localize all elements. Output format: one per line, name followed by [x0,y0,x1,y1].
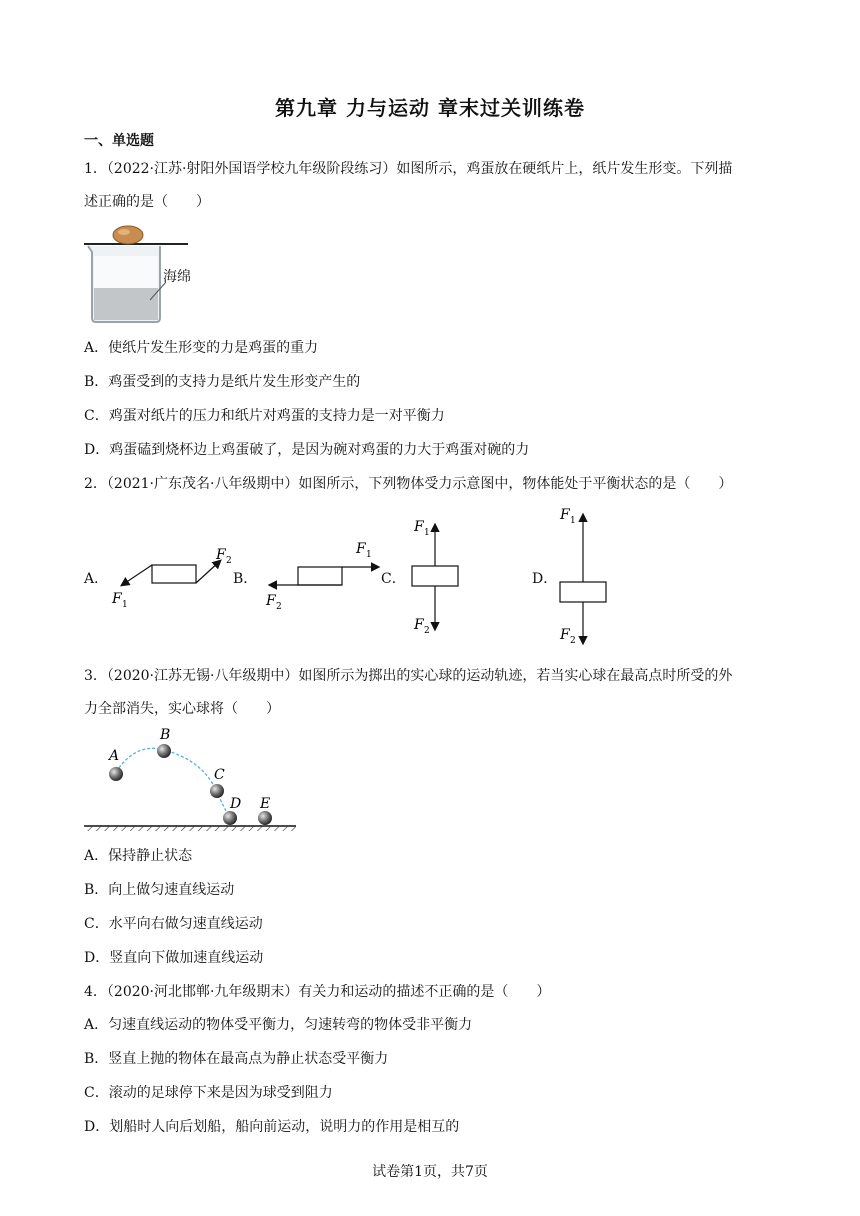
q3-point-a: A [109,748,120,764]
q1-option-c: C．鸡蛋对纸片的压力和纸片对鸡蛋的支持力是一对平衡力 [84,408,445,424]
q3-point-c: C [214,767,225,783]
svg-text:F: F [560,627,570,643]
svg-text:F: F [266,593,276,609]
q2-stem-line1: 2．（2021·广东茂名·八年级期中）如图所示，下列物体受力示意图中，物体能处于平衡状态的是（ ） [84,476,733,492]
q4-option-c: C．滚动的足球停下来是因为球受到阻力 [84,1085,333,1101]
q3-point-e: E [260,796,271,812]
svg-text:F: F [414,617,424,633]
svg-text:2: 2 [276,602,282,612]
q2-option-c-label: C． [381,571,406,587]
q1-option-b: B．鸡蛋受到的支持力是纸片发生形变产生的 [84,374,361,390]
q1-stem-line1: 1．（2022·江苏·射阳外国语学校九年级阶段练习）如图所示，鸡蛋放在硬纸片上，纸片发生形变。下列描 [84,161,733,177]
svg-text:F: F [560,507,570,523]
q3-trajectory-figure [84,724,300,832]
q1-figure-label: 海绵 [163,269,191,285]
q1-stem-line2: 述正确的是（ ） [84,194,210,210]
svg-text:1: 1 [570,516,576,526]
q4-option-b: B．竖直上抛的物体在最高点为静止状态受平衡力 [84,1051,389,1067]
q3-point-d: D [230,796,242,812]
page-footer: 试卷第1页，共7页 [372,1164,488,1180]
q4-stem-line1: 4．（2020·河北邯郸·九年级期末）有关力和运动的描述不正确的是（ ） [84,984,551,1000]
q4-option-d: D．划船时人向后划船，船向前运动，说明力的作用是相互的 [84,1119,460,1135]
q3-option-a: A．保持静止状态 [84,848,193,864]
q2-diagram-b [265,541,378,612]
svg-text:1: 1 [122,600,128,610]
q2-option-d-label: D． [532,571,558,587]
svg-text:2: 2 [424,626,430,636]
q3-option-b: B．向上做匀速直线运动 [84,882,235,898]
svg-text:2: 2 [226,556,232,566]
q2-option-a-label: A． [84,571,109,587]
q3-option-c: C．水平向右做匀速直线运动 [84,916,263,932]
q3-point-b: B [160,727,171,743]
q2-diagram-a [111,547,232,610]
q1-option-d: D．鸡蛋磕到烧杯边上鸡蛋破了，是因为碗对鸡蛋的力大于鸡蛋对碗的力 [84,442,530,458]
q3-option-d: D．竖直向下做加速直线运动 [84,950,264,966]
svg-text:F: F [216,547,226,563]
q4-option-a: A．匀速直线运动的物体受平衡力，匀速转弯的物体受非平衡力 [84,1017,473,1033]
q2-force-diagrams [100,505,660,653]
svg-text:F: F [112,591,122,607]
q2-diagram-d [559,507,606,646]
q1-option-a: A．使纸片发生形变的力是鸡蛋的重力 [84,340,319,356]
svg-text:F: F [356,541,366,557]
section-heading: 一、单选题 [84,133,154,149]
svg-text:2: 2 [570,636,576,646]
svg-text:1: 1 [366,550,372,560]
svg-text:1: 1 [424,528,430,538]
page-title: 第九章 力与运动 章末过关训练卷 [275,96,585,120]
q2-diagram-c [412,519,458,636]
svg-text:F: F [414,519,424,535]
q2-option-b-label: B． [233,571,258,587]
q3-stem-line1: 3．（2020·江苏无锡·八年级期中）如图所示为掷出的实心球的运动轨迹，若当实心球在最高点时所受的外 [84,668,733,684]
q3-stem-line2: 力全部消失，实心球将（ ） [84,701,280,717]
